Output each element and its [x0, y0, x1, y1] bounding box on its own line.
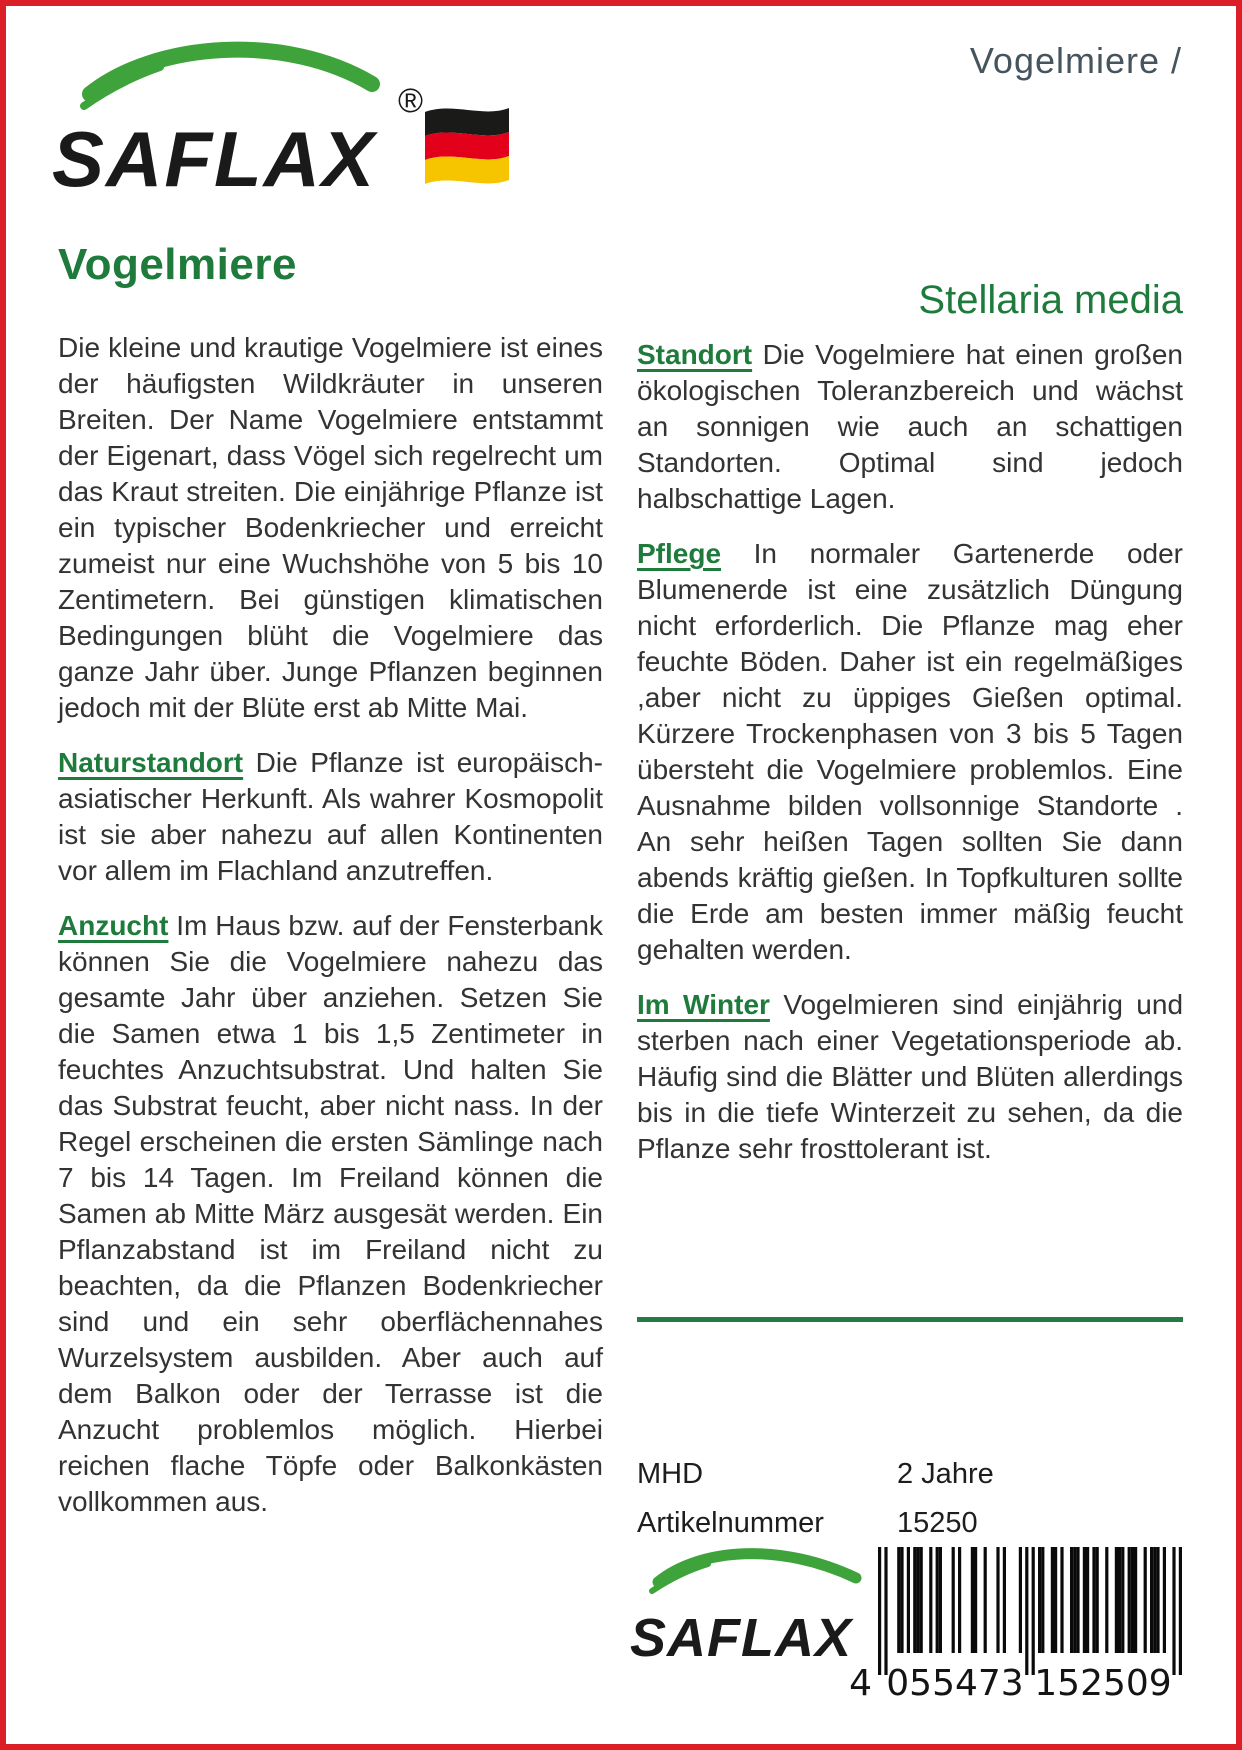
header-crumb: Vogelmiere / [969, 40, 1182, 81]
saflax-logo [50, 26, 470, 202]
section-naturstandort [58, 745, 603, 889]
intro-paragraph: Die kleine und krautige Vogelmiere ist eines der häufigsten Wildkräuter in unseren Breiten. Der Name Vogelmiere entstammt der Eigenart, dass Vögel sich regelrecht um das Kraut streiten. Die einjährige Pflanze ist ein typischer Bodenkriecher und erreicht zumeist nur eine Wuchshöhe von 5 bis 10 Zentimetern. Bei günstigen klimatischen Bedingungen blüht die Vogelmiere das ganze Jahr über. Junge Pflanzen beginnen jedoch mit der Blüte erst ab Mitte Mai. [58, 332, 603, 723]
section-heading-naturstandort: Naturstandort [58, 747, 244, 778]
artikelnummer-label: Artikelnummer [637, 1507, 824, 1539]
barcode-digit-first: 4 [849, 1663, 872, 1704]
ean13-barcode [849, 1547, 1190, 1704]
brand-wordmark-small: SAFLAX [630, 1608, 852, 1668]
barcode-bars [878, 1547, 1182, 1675]
page-title: Vogelmiere [58, 240, 297, 289]
mhd-label: MHD [637, 1458, 704, 1490]
brush-arc-small-icon [658, 1554, 856, 1582]
section-body-im-winter: Vogelmieren sind einjährig und sterben nach einer Vegetationsperiode ab. Häufig sind die Blätter und Blüten allerdings bis in die tiefe Winterzeit zu sehen, da die Pflanze sehr frosttolerant ist. [637, 989, 1184, 1164]
barcode-digits-right: 152509 [1034, 1663, 1172, 1704]
section-body-pflege: In normaler Gartenerde oder Blumenerde ist eine zusätzlich Düngung nicht erforderlich. Die Pflanze mag eher feuchte Böden. Daher ist ein regelmäßiges ,aber nicht zu üppiges Gießen optimal. Kürzere Trockenphasen von 3 bis 5 Tagen übersteht die Vogelmiere problemlos. Eine Ausnahme bilden vollsonnige Standorte . An sehr heißen Tagen sollten Sie dann abends kräftig gießen. In Topfkulturen sollte die Erde am besten immer mäßig feucht gehalten werden. [637, 538, 1184, 965]
section-body-anzucht: Im Haus bzw. auf der Fensterbank können Sie die Vogelmiere nahezu das gesamte Jahr über anziehen. Setzen Sie die Samen etwa 1 bis 1,5 Zentimeter in feuchtes Anzuchtsubstrat. Und halten Sie das Substrat feucht, aber nicht nass. In der Regel erscheinen die ersten Sämlinge nach 7 bis 14 Tagen. Im Freiland können die Samen ab Mitte März ausgesät werden. Ein Pflanzabstand ist im Freiland nicht zu beachten, da die Pflanzen Bodenkriecher sind und ein sehr oberflächennahes Wurzelsystem ausbilden. Aber auch auf dem Balkon oder der Terrasse ist die Anzucht problemlos möglich. Hierbei reichen flache Töpfe oder Balkonkästen vollkommen aus. [58, 910, 603, 1517]
brush-arc-icon [90, 50, 372, 94]
section-body-naturstandort: Die Pflanze ist europäisch-asiatischer Herkunft. Als wahrer Kosmopolit ist sie aber nahezu auf allen Kontinenten vor allem im Flachland anzutreffen. [58, 747, 604, 886]
left-column [58, 240, 603, 1520]
brand-wordmark: SAFLAX [52, 115, 376, 203]
section-heading-anzucht: Anzucht [58, 910, 169, 941]
artikelnummer-value: 15250 [897, 1507, 978, 1539]
section-anzucht [58, 908, 603, 1520]
info-row-mhd [637, 1458, 994, 1491]
registered-mark: ® [398, 82, 424, 120]
section-heading-pflege: Pflege [637, 538, 722, 569]
species-name: Stellaria media [918, 278, 1183, 322]
green-divider-rule [637, 1317, 1183, 1322]
section-pflege [637, 536, 1183, 968]
barcode-digits-left: 055473 [886, 1663, 1024, 1704]
section-heading-im-winter: Im Winter [637, 989, 770, 1020]
right-column [637, 278, 1183, 1167]
german-flag-icon [421, 100, 513, 192]
section-heading-standort: Standort [637, 339, 753, 370]
section-body-standort: Die Vogelmiere hat einen großen ökologischen Toleranzbereich und wächst an sonnigen wie auch an schattigen Standorten. Optimal sind jedoch halbschattige Lagen. [637, 339, 1183, 514]
section-standort [637, 337, 1183, 517]
section-im-winter [637, 987, 1183, 1167]
mhd-value: 2 Jahre [897, 1458, 994, 1490]
